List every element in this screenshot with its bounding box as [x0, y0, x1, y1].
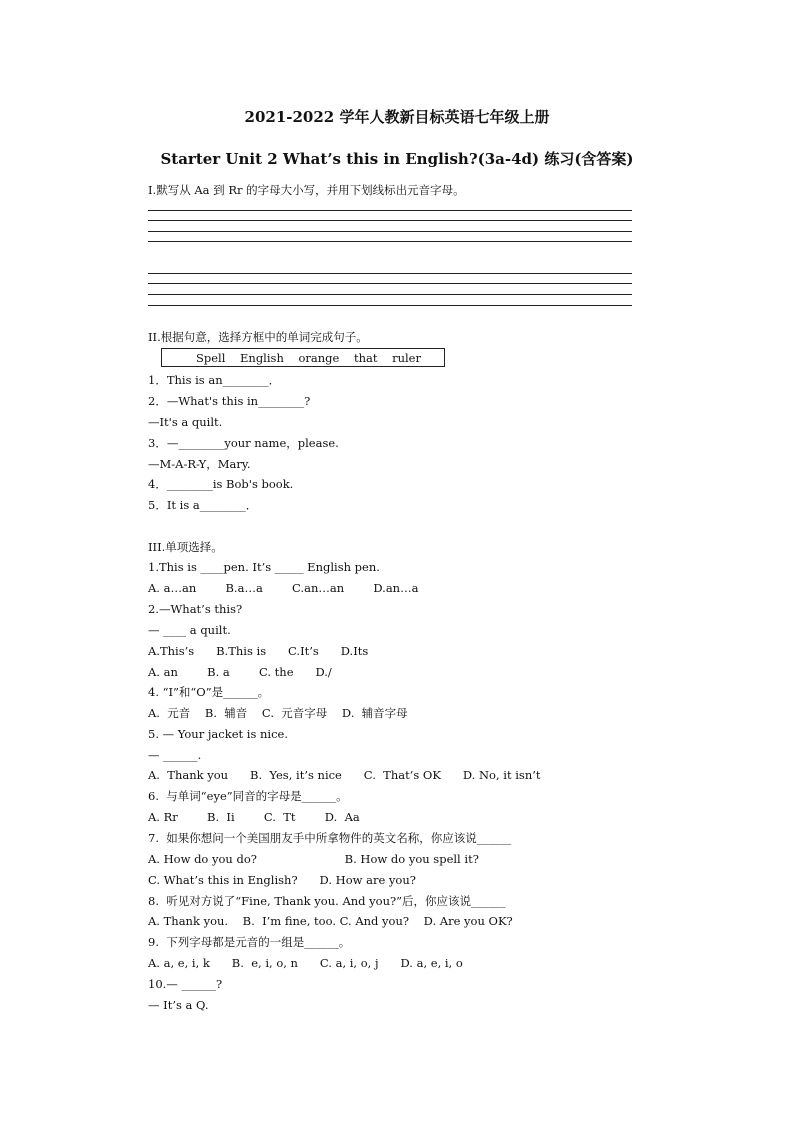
- section-3-line: A. How do you do? B. How do you spell it?: [148, 852, 479, 866]
- document-title: 2021-2022 学年人教新目标英语七年级上册: [244, 108, 550, 126]
- section-3-line: A. Thank you B. Yes, it’s nice C. That’s OK D. No, it isn’t: [148, 768, 541, 782]
- section-3-line: A. an B. a C. the D./: [148, 665, 332, 679]
- section-3-line: 2.—What’s this?: [148, 602, 243, 616]
- section-3-line: A. 元音 B. 辅音 C. 元音字母 D. 辅音字母: [148, 706, 408, 720]
- section-1-heading: I.默写从 Aa 到 Rr 的字母大小写，并用下划线标出元音字母。: [148, 183, 465, 197]
- section-2-line: 3．—________your name，please.: [148, 436, 339, 450]
- section-3-heading: III.单项选择。: [148, 540, 223, 554]
- section-3-line: A. Thank you. B. I’m fine, too. C. And you? D. Are you OK?: [148, 914, 513, 928]
- section-3-line: 4. “I”和“O”是______。: [148, 685, 270, 699]
- section-2-line: 5．It is a________．: [148, 498, 258, 512]
- section-2-line: —M-A-R-Y，Mary.: [148, 457, 251, 471]
- writing-line: [148, 283, 632, 284]
- section-3-line: 6. 与单词“eye”同音的字母是______。: [148, 789, 348, 803]
- writing-line: [148, 305, 632, 306]
- section-3-line: A. Rr B. Ii C. Tt D. Aa: [148, 810, 360, 824]
- section-3-line: — ______.: [148, 748, 202, 762]
- writing-line: [148, 294, 632, 295]
- section-3-line: A. a, e, i, k B. e, i, o, n C. a, i, o, j D. a, e, i, o: [148, 956, 463, 970]
- document-subtitle: Starter Unit 2 What’s this in English?(3a-4d) 练习(含答案): [160, 150, 634, 168]
- section-3-line: 1.This is ____pen. It’s _____ English pen.: [148, 560, 380, 574]
- writing-line: [148, 210, 632, 211]
- writing-line: [148, 273, 632, 274]
- section-3-line: C. What’s this in English? D. How are you?: [148, 873, 416, 887]
- section-3-line: — ____ a quilt.: [148, 623, 231, 637]
- writing-line: [148, 241, 632, 242]
- section-3-line: 9. 下列字母都是元音的一组是______。: [148, 935, 351, 949]
- section-2-line: 2．—What's this in________?: [148, 394, 311, 408]
- section-3-line: — It’s a Q.: [148, 998, 209, 1012]
- section-3-line: A. a…an B.a…a C.an…an D.an…a: [148, 581, 419, 595]
- writing-line: [148, 231, 632, 232]
- section-2-line: 4．________is Bob's book.: [148, 477, 294, 491]
- section-3-line: 5. — Your jacket is nice.: [148, 727, 288, 741]
- section-3-line: 8. 听见对方说了“Fine, Thank you. And you?”后，你应该说______: [148, 894, 506, 908]
- section-2-line: 1．This is an________．: [148, 373, 281, 387]
- section-3-line: 7. 如果你想问一个美国朋友手中所拿物件的英文名称，你应该说______: [148, 831, 512, 845]
- section-2-heading: II.根据句意，选择方框中的单词完成句子。: [148, 330, 368, 344]
- section-3-line: A.This’s B.This is C.It’s D.Its: [148, 644, 369, 658]
- word-box: Spell English orange that ruler: [161, 348, 445, 367]
- section-2-line: —It's a quilt.: [148, 415, 223, 429]
- section-3-line: 10.— ______?: [148, 977, 223, 991]
- writing-line: [148, 220, 632, 221]
